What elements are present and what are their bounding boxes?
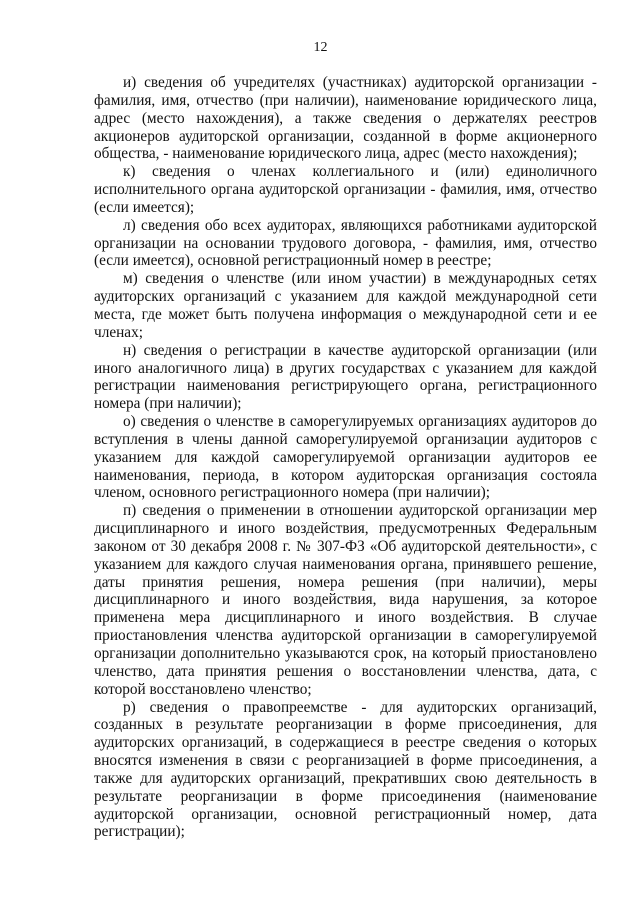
document-body — [94, 74, 597, 841]
paragraph-p: п) сведения о применении в отношении аудиторской организации мер дисциплинарного и иного воздействия, предусмотренных Федеральным законом от 30 декабря 2008 г. № 307-ФЗ «Об аудиторской деятельности», с указанием для каждого случая наименования органа, принявшего решение, даты принятия решения, номера решения (при наличии), меры дисциплинарного и иного воздействия, вида нарушения, за которое применена мера дисциплинарного и иного воздействия. В случае приостановления членства аудиторской организации в саморегулируемой организации дополнительно указываются срок, на который приостановлено членство, дата принятия решения о восстановлении членства, дата, с которой восстановлено членство; — [94, 502, 597, 698]
paragraph-n: н) сведения о регистрации в качестве аудиторской организации (или иного аналогичного лица) в других государствах с указанием для каждой регистрации наименования регистрирующего органа, регистрационного номера (при наличии); — [94, 341, 597, 413]
paragraph-l: л) сведения обо всех аудиторах, являющихся работниками аудиторской организации на основании трудового договора, - фамилия, имя, отчество (если имеется), основной регистрационный номер в реестре; — [94, 216, 597, 270]
paragraph-r: р) сведения о правопреемстве - для аудиторских организаций, созданных в результате реорганизации в форме присоединения, для аудиторских организаций, в содержащиеся в реестре сведения о которых вносятся изменения в связи с реорганизацией в форме присоединения, а также для аудиторских организаций, прекративших свою деятельность в результате реорганизации в форме присоединения (наименование аудиторской организации, основной регистрационный номер, дата регистрации); — [94, 698, 597, 841]
paragraph-k: к) сведения о членах коллегиального и (или) единоличного исполнительного органа аудиторской организации - фамилия, имя, отчество (если имеется); — [94, 163, 597, 216]
paragraph-i: и) сведения об учредителях (участниках) аудиторской организации - фамилия, имя, отчество (при наличии), наименование юридического лица, адрес (место нахождения), а также сведения о держателях реестров акционеров аудиторской организации, созданной в форме акционерного общества, - наименование юридического лица, адрес (место нахождения); — [94, 74, 597, 163]
paragraph-m: м) сведения о членстве (или ином участии) в международных сетях аудиторских организаций с указанием для каждой международной сети места, где может быть получена информация о международной сети и ее членах; — [94, 270, 597, 341]
paragraph-o: о) сведения о членстве в саморегулируемых организациях аудиторов до вступления в члены данной саморегулируемой организации аудиторов с указанием для каждой саморегулируемой организации аудиторов ее наименования, периода, в котором аудиторская организация состояла членом, основного регистрационного номера (при наличии); — [94, 413, 597, 502]
page-number: 12 — [313, 40, 328, 55]
